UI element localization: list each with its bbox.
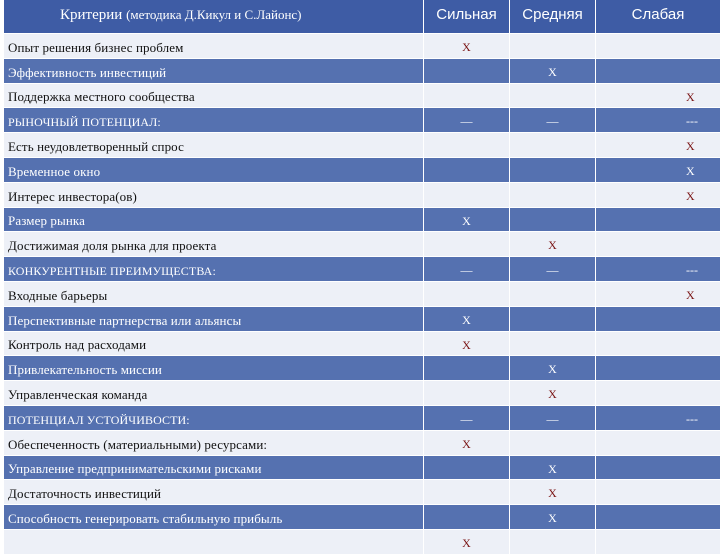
strong-cell [424,59,510,84]
weak-cell [596,381,720,406]
strong-mark: X [462,40,471,54]
strong-cell [424,307,510,332]
strong-cell [424,208,510,233]
medium-cell [510,208,596,233]
criterion-cell [4,232,424,257]
strong-cell [424,356,510,381]
strong-mark: X [462,436,471,451]
criterion-cell [4,356,424,381]
strong-cell [424,406,510,431]
strong-cell [424,257,510,282]
medium-mark: — [546,114,559,129]
strong-mark: X [462,536,471,550]
weak-cell [596,208,720,233]
medium-cell [510,257,596,282]
strong-cell [424,530,510,555]
criterion-cell [4,158,424,183]
medium-mark: X [548,486,557,501]
criterion-label: Опыт решения бизнес проблем [8,39,184,55]
medium-cell [510,307,596,332]
medium-cell [510,406,596,431]
weak-mark: --- [686,114,698,129]
weak-cell [596,232,720,257]
table-row [4,183,720,208]
criterion-cell [4,431,424,456]
criterion-cell [4,257,424,282]
header-medium-label: Средняя [522,6,583,23]
table-row [4,332,720,357]
weak-cell [596,431,720,456]
criterion-label: Контроль над расходами [8,337,147,353]
table-row [4,505,720,530]
table-row [4,59,720,84]
weak-cell [596,133,720,158]
table-row [4,431,720,456]
table-row [4,34,720,59]
strong-cell [424,480,510,505]
criterion-label: Интерес инвестора(ов) [8,188,137,204]
medium-mark: — [546,263,559,278]
weak-cell [596,183,720,208]
criterion-cell [4,208,424,233]
weak-cell [596,480,720,505]
medium-cell [510,530,596,555]
weak-cell [596,108,720,133]
weak-cell [596,84,720,109]
header-strong-cell [424,0,510,34]
criterion-label: Временное окно [8,163,101,179]
header-weak-label: Слабая [631,6,685,23]
strong-mark: X [462,213,471,228]
medium-mark: — [546,412,559,426]
strong-mark: — [460,263,473,278]
criterion-label: Достижимая доля рынка для проекта [8,238,217,254]
weak-cell [596,307,720,332]
criterion-label: Размер рынка [8,213,85,229]
table-header [4,0,720,34]
medium-cell [510,158,596,183]
table-row [4,307,720,332]
medium-cell [510,431,596,456]
medium-mark: X [548,511,557,526]
criterion-cell [4,133,424,158]
criterion-cell [4,183,424,208]
strong-cell [424,34,510,59]
table-row [4,456,720,481]
medium-cell [510,356,596,381]
medium-cell [510,59,596,84]
criterion-cell [4,480,424,505]
weak-cell [596,257,720,282]
header-strong-label: Сильная [436,6,497,23]
criterion-cell [4,456,424,481]
strong-cell [424,133,510,158]
header-criteria-note: (методика Д.Кикул и С.Лайонс) [126,7,302,22]
criterion-label: Обеспеченность (материальными) ресурсами: [8,436,268,452]
medium-mark: X [548,387,557,402]
medium-cell [510,133,596,158]
table-row [4,356,720,381]
medium-cell [510,480,596,505]
weak-cell [596,356,720,381]
criterion-label: Перспективные партнерства или альянсы [8,312,242,328]
header-weak-cell [596,0,720,34]
table-row [4,282,720,307]
weak-mark: X [686,288,695,302]
strong-cell [424,456,510,481]
medium-cell [510,84,596,109]
header-criteria-cell [4,0,424,34]
weak-cell [596,59,720,84]
strong-cell [424,158,510,183]
medium-cell [510,282,596,307]
criterion-cell [4,282,424,307]
strong-mark: X [462,337,471,352]
header-medium-cell [510,0,596,34]
header-criteria-title: Критерии [60,7,123,23]
medium-cell [510,232,596,257]
strong-mark: — [460,412,473,426]
table-row [4,158,720,183]
criterion-cell [4,332,424,357]
criterion-label: КОНКУРЕНТНЫЕ ПРЕИМУЩЕСТВА: [8,263,216,278]
table-row [4,406,720,431]
weak-mark: X [686,188,695,203]
table-row [4,381,720,406]
weak-mark: X [686,89,695,104]
criterion-cell [4,108,424,133]
weak-mark: --- [686,412,698,426]
weak-cell [596,34,720,59]
medium-cell [510,108,596,133]
strong-cell [424,505,510,530]
weak-cell [596,406,720,431]
criterion-label: ПОТЕНЦИАЛ УСТОЙЧИВОСТИ: [8,412,190,427]
criterion-label: Способность генерировать стабильную прибыль [8,510,283,526]
criterion-label: Поддержка местного сообщества [8,89,195,105]
table-row [4,208,720,233]
criterion-label: Есть неудовлетворенный спрос [8,138,184,154]
table-row [4,480,720,505]
weak-cell [596,456,720,481]
criterion-label: Эффективность инвестиций [8,64,167,80]
criterion-cell [4,34,424,59]
weak-cell [596,505,720,530]
criterion-cell [4,505,424,530]
strong-cell [424,431,510,456]
criterion-label: Управление предпринимательскими рисками [8,461,262,477]
criterion-cell [4,59,424,84]
weak-cell [596,530,720,555]
criterion-label: Привлекательность миссии [8,362,162,378]
medium-cell [510,381,596,406]
weak-cell [596,332,720,357]
header-criteria-label [60,7,302,24]
table-row [4,257,720,282]
medium-mark: X [548,238,557,253]
criterion-label: Входные барьеры [8,287,108,303]
table-row [4,530,720,555]
criterion-cell [4,381,424,406]
table-row [4,232,720,257]
weak-mark: --- [686,263,698,278]
medium-cell [510,456,596,481]
weak-cell [596,158,720,183]
medium-cell [510,505,596,530]
table-row [4,133,720,158]
weak-cell [596,282,720,307]
strong-mark: X [462,312,471,327]
table-row [4,108,720,133]
criterion-label: Управленческая команда [8,386,148,402]
strong-cell [424,381,510,406]
strong-cell [424,232,510,257]
medium-mark: X [548,461,557,476]
strong-mark: — [460,114,473,129]
criterion-cell [4,307,424,332]
weak-mark: X [686,139,695,154]
medium-mark: X [548,362,557,377]
strong-cell [424,282,510,307]
strong-cell [424,108,510,133]
strong-cell [424,332,510,357]
table-row [4,84,720,109]
criterion-cell [4,406,424,431]
criterion-cell [4,84,424,109]
medium-mark: X [548,64,557,79]
medium-cell [510,34,596,59]
weak-mark: X [686,164,695,178]
criterion-cell [4,530,424,555]
criterion-label: Достаточность инвестиций [8,486,162,502]
strong-cell [424,84,510,109]
medium-cell [510,183,596,208]
medium-cell [510,332,596,357]
strong-cell [424,183,510,208]
criterion-label: РЫНОЧНЫЙ ПОТЕНЦИАЛ: [8,115,161,130]
